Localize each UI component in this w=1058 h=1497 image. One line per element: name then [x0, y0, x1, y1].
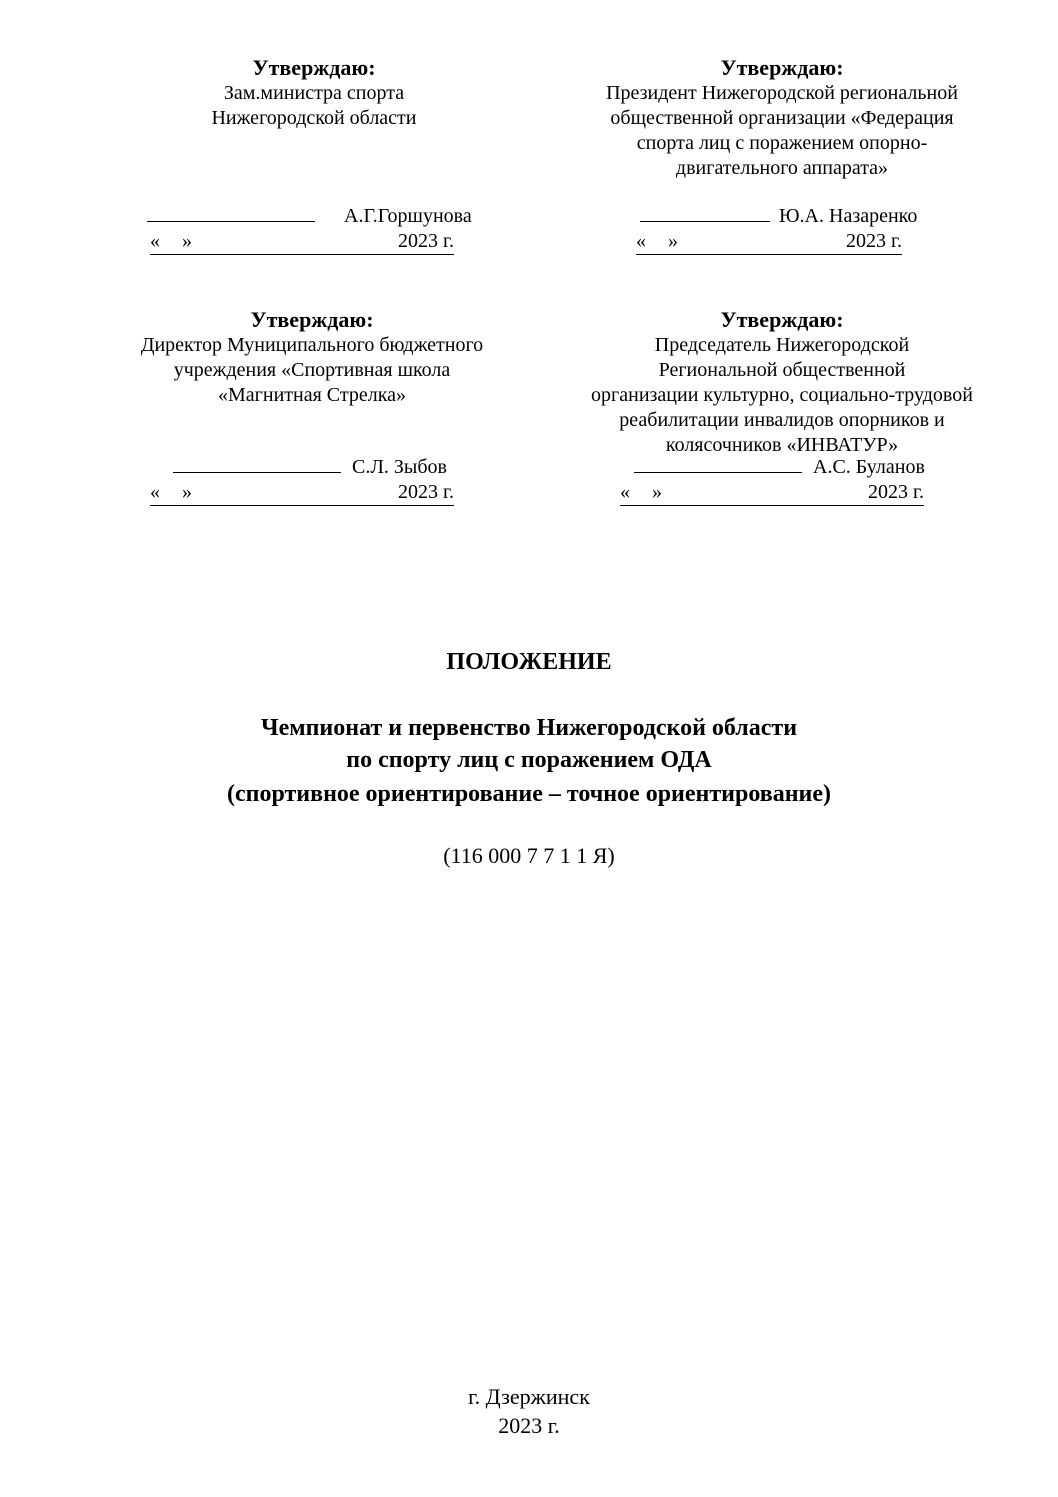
approval-header: Утверждаю:: [720, 307, 844, 332]
signatory-name: А.Г.Горшунова: [344, 205, 472, 227]
signatory-name: Ю.А. Назаренко: [779, 205, 918, 227]
date-quote-close: »: [668, 230, 678, 252]
approval-block-3: [100, 307, 524, 408]
document-title-line-2: по спорту лиц с поражением ОДА: [346, 747, 712, 773]
date-quote-close: »: [182, 230, 192, 252]
approval-line: двигательного аппарата»: [675, 157, 889, 179]
approval-line: организации культурно, социально-трудовой: [591, 384, 973, 406]
approval-line: реабилитации инвалидов опорников и: [619, 409, 945, 431]
signature-line: [640, 203, 770, 222]
date-quote-open: «: [150, 481, 160, 503]
date-row-1: [150, 229, 454, 255]
signature-row-1: [147, 203, 472, 229]
signature-row-3: [173, 454, 447, 480]
date-quote-open: «: [620, 481, 630, 503]
approval-line: общественной организации «Федерация: [610, 107, 954, 129]
date-field: [150, 229, 454, 255]
date-quote-open: «: [150, 230, 160, 252]
approval-line: Председатель Нижегородской: [654, 334, 910, 356]
date-year: 2023 г.: [398, 230, 454, 252]
date-row-2: [636, 229, 902, 255]
date-field: [620, 480, 924, 506]
signature-row-2: [640, 203, 917, 229]
approval-line: Президент Нижегородской региональной: [606, 82, 958, 104]
approval-block-2: [570, 55, 994, 181]
document-code: (116 000 7 7 1 1 Я): [443, 843, 615, 868]
date-quote-close: »: [652, 481, 662, 503]
document-title-line-3: (спортивное ориентирование – точное ориентирование): [226, 781, 831, 807]
date-year: 2023 г.: [846, 230, 902, 252]
signatory-name: А.С. Буланов: [813, 456, 925, 478]
approval-line: спорта лиц с поражением опорно-: [636, 132, 928, 154]
approval-block-4: [560, 307, 1004, 458]
date-quote-open: «: [636, 230, 646, 252]
document-type-title: ПОЛОЖЕНИЕ: [446, 649, 612, 675]
date-year: 2023 г.: [868, 481, 924, 503]
approval-block-1: [104, 55, 524, 131]
approval-line: Региональной общественной: [658, 359, 906, 381]
date-quote-close: »: [182, 481, 192, 503]
date-row-3: [150, 480, 454, 506]
approval-line: Зам.министра спорта: [223, 82, 405, 104]
signatory-name: С.Л. Зыбов: [352, 456, 447, 478]
approval-line: «Магнитная Стрелка»: [218, 384, 406, 406]
approval-line: учреждения «Спортивная школа: [173, 359, 451, 381]
document-year: 2023 г.: [498, 1413, 560, 1438]
document-city: г. Дзержинск: [468, 1384, 590, 1409]
approval-header: Утверждаю:: [252, 55, 376, 80]
signature-line: [634, 454, 802, 473]
approval-line: Нижегородской области: [211, 107, 417, 129]
approval-line: колясочников «ИНВАТУР»: [665, 434, 899, 456]
approval-header: Утверждаю:: [720, 55, 844, 80]
approval-line: Директор Муниципального бюджетного: [140, 334, 484, 356]
date-field: [636, 229, 902, 255]
date-row-4: [620, 480, 924, 506]
signature-row-4: [634, 454, 925, 480]
signature-line: [147, 203, 315, 222]
document-title-line-1: Чемпионат и первенство Нижегородской области: [260, 715, 798, 741]
date-field: [150, 480, 454, 506]
signature-line: [173, 454, 341, 473]
date-year: 2023 г.: [398, 481, 454, 503]
approval-header: Утверждаю:: [250, 307, 374, 332]
